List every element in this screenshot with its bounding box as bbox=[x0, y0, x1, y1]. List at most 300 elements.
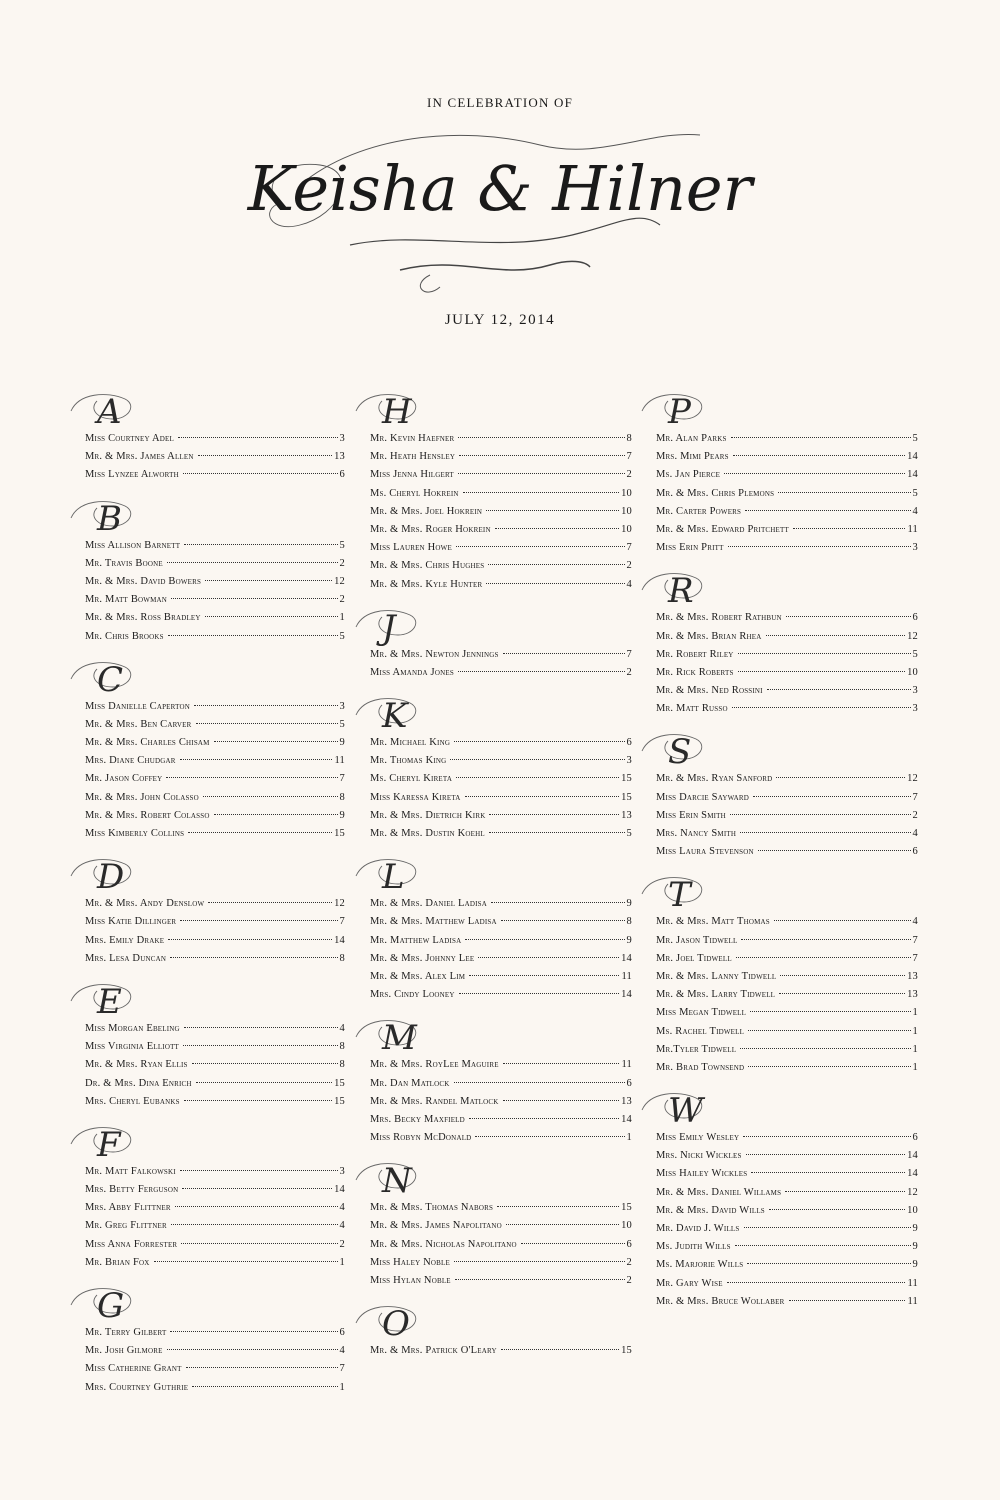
table-number: 2 bbox=[626, 1256, 632, 1268]
table-number: 12 bbox=[907, 630, 918, 642]
letter-flourish-icon bbox=[67, 850, 147, 898]
guest-name: Mr. & Mrs. James Allen bbox=[85, 451, 194, 463]
dot-leader bbox=[469, 975, 619, 976]
dot-leader bbox=[501, 1349, 619, 1350]
table-number: 8 bbox=[626, 916, 632, 928]
dot-leader bbox=[196, 1082, 332, 1083]
table-number: 9 bbox=[912, 1259, 918, 1271]
table-number: 15 bbox=[334, 1077, 345, 1089]
table-number: 6 bbox=[912, 846, 918, 858]
dot-leader bbox=[727, 1282, 906, 1283]
guest-name: Mr. Brian Fox bbox=[85, 1256, 150, 1268]
dot-leader bbox=[170, 957, 337, 958]
dot-leader bbox=[766, 635, 906, 636]
guest-name: Mr. & Mrs. Alex Lim bbox=[370, 970, 466, 982]
table-number: 1 bbox=[626, 1132, 632, 1144]
guest-entry bbox=[85, 1096, 345, 1114]
guest-name: Mr. Greg Flittner bbox=[85, 1220, 167, 1232]
letter-section bbox=[656, 385, 918, 560]
table-number: 15 bbox=[621, 1345, 632, 1357]
table-number: 1 bbox=[339, 1381, 345, 1393]
table-number: 4 bbox=[339, 1220, 345, 1232]
section-letter-text: D bbox=[97, 857, 125, 898]
letter-flourish-icon bbox=[67, 653, 147, 701]
dot-leader bbox=[495, 528, 619, 529]
table-number: 15 bbox=[334, 1095, 345, 1107]
table-number: 7 bbox=[912, 791, 918, 803]
dot-leader bbox=[740, 1048, 910, 1049]
dot-leader bbox=[789, 1300, 906, 1301]
guest-entry bbox=[656, 524, 918, 542]
guest-entry bbox=[656, 631, 918, 649]
flourish-swirl bbox=[420, 275, 440, 292]
dot-leader bbox=[184, 544, 337, 545]
guest-name: Miss Kimberly Collins bbox=[85, 828, 185, 839]
guest-name: Mr. & Mrs. David Wills bbox=[656, 1204, 765, 1216]
dot-leader bbox=[463, 492, 619, 493]
dot-leader bbox=[181, 1243, 337, 1244]
guest-name: Mr. Matthew Ladisa bbox=[370, 934, 462, 946]
dot-leader bbox=[736, 957, 911, 958]
table-number: 5 bbox=[626, 828, 632, 839]
table-number: 2 bbox=[339, 1238, 345, 1250]
guest-entry bbox=[370, 1257, 632, 1275]
guest-name: Mrs. Nancy Smith bbox=[656, 828, 737, 839]
section-letter bbox=[638, 564, 918, 612]
guest-entry bbox=[370, 1239, 632, 1257]
section-letter-text: P bbox=[668, 392, 691, 432]
table-number: 7 bbox=[339, 773, 345, 785]
dot-leader bbox=[192, 1386, 337, 1387]
section-letter-text: T bbox=[668, 875, 691, 916]
guest-name: Miss Megan Tidwell bbox=[656, 1007, 747, 1019]
guest-entry bbox=[656, 953, 918, 971]
letter-section bbox=[656, 725, 918, 864]
dot-leader bbox=[747, 1263, 910, 1264]
table-number: 11 bbox=[907, 1277, 918, 1289]
dot-leader bbox=[203, 796, 338, 797]
dot-leader bbox=[196, 723, 338, 724]
table-number: 11 bbox=[907, 1295, 918, 1307]
guest-name: Mr. & Mrs. Chris Plemons bbox=[656, 487, 775, 499]
guest-name: Mr. & Mrs. Newton Jennings bbox=[370, 648, 499, 660]
table-number: 4 bbox=[626, 578, 632, 590]
dot-leader bbox=[724, 473, 905, 474]
guest-name: Mr. Matt Falkowski bbox=[85, 1165, 176, 1177]
guest-name: Mr. David J. Wills bbox=[656, 1223, 740, 1234]
guest-name: Mrs. Lesa Duncan bbox=[85, 952, 167, 964]
guest-entry bbox=[85, 1363, 345, 1381]
table-number: 12 bbox=[334, 898, 345, 910]
section-letter-text: B bbox=[97, 498, 122, 539]
table-number: 8 bbox=[339, 1059, 345, 1071]
dot-leader bbox=[465, 939, 624, 940]
table-number: 9 bbox=[339, 809, 345, 821]
letter-flourish-icon bbox=[352, 1011, 432, 1059]
dot-leader bbox=[167, 562, 338, 563]
guest-entry bbox=[85, 1220, 345, 1238]
guest-name: Mr. & Mrs. Roger Hokrein bbox=[370, 523, 491, 535]
guest-name: Ms. Rachel Tidwell bbox=[656, 1025, 745, 1037]
dot-leader bbox=[746, 1154, 906, 1155]
guest-name: Mrs. Mimi Pears bbox=[656, 451, 729, 463]
table-number: 15 bbox=[621, 773, 632, 785]
dot-leader bbox=[478, 957, 619, 958]
dot-leader bbox=[184, 1027, 338, 1028]
table-number: 6 bbox=[626, 737, 632, 749]
guest-name: Mr. & Mrs. Ben Carver bbox=[85, 718, 192, 730]
table-number: 6 bbox=[626, 1077, 632, 1089]
dot-leader bbox=[208, 902, 332, 903]
letter-flourish-icon bbox=[67, 1118, 147, 1166]
dot-leader bbox=[748, 1066, 910, 1067]
guest-entry bbox=[85, 773, 345, 791]
table-number: 14 bbox=[907, 451, 918, 463]
letter-section bbox=[370, 1297, 632, 1363]
letter-section bbox=[85, 1118, 345, 1275]
table-number: 3 bbox=[912, 685, 918, 697]
guest-entry bbox=[85, 594, 345, 612]
section-letter bbox=[352, 1297, 632, 1345]
dot-leader bbox=[475, 1136, 624, 1137]
guest-entry bbox=[85, 631, 345, 649]
table-number: 2 bbox=[626, 666, 632, 678]
guest-name: Mr. & Mrs. Chris Hughes bbox=[370, 560, 485, 572]
dot-leader bbox=[458, 437, 624, 438]
table-number: 13 bbox=[621, 1095, 632, 1107]
dot-leader bbox=[182, 1188, 332, 1189]
dot-leader bbox=[214, 741, 338, 742]
guest-name: Mrs. Nicki Wickles bbox=[656, 1150, 742, 1162]
guest-entry bbox=[656, 1026, 918, 1044]
dot-leader bbox=[198, 455, 332, 456]
table-number: 9 bbox=[626, 934, 632, 946]
guest-entry bbox=[370, 488, 632, 506]
section-letter bbox=[638, 385, 918, 433]
guest-name: Mr. Josh Gilmore bbox=[85, 1345, 163, 1357]
table-number: 6 bbox=[626, 1238, 632, 1250]
dot-leader bbox=[728, 546, 911, 547]
guest-name: Mr. & Mrs. James Napolitano bbox=[370, 1220, 502, 1232]
guest-name: Mr. & Mrs. Bruce Wollaber bbox=[656, 1295, 785, 1307]
guest-name: Mr. Gary Wise bbox=[656, 1277, 723, 1289]
guest-name: Miss Erin Pritt bbox=[656, 542, 724, 554]
guest-entry bbox=[656, 451, 918, 469]
dot-leader bbox=[780, 975, 905, 976]
guest-name: Miss Anna Forrester bbox=[85, 1238, 178, 1250]
guest-entry bbox=[656, 989, 918, 1007]
dot-leader bbox=[456, 546, 625, 547]
dot-leader bbox=[180, 920, 337, 921]
letter-section bbox=[85, 385, 345, 488]
dot-leader bbox=[750, 1011, 910, 1012]
dot-leader bbox=[503, 1063, 620, 1064]
table-number: 5 bbox=[339, 718, 345, 730]
table-number: 4 bbox=[339, 1345, 345, 1357]
guest-name: Mr. & Mrs. Edward Pritchett bbox=[656, 523, 789, 535]
guest-entry bbox=[370, 1202, 632, 1220]
section-letter bbox=[67, 1118, 345, 1166]
guest-name: Miss Haley Noble bbox=[370, 1256, 451, 1268]
section-letter bbox=[352, 385, 632, 433]
dot-leader bbox=[767, 689, 911, 690]
dot-leader bbox=[459, 455, 624, 456]
guest-entry bbox=[85, 737, 345, 755]
dot-leader bbox=[192, 1063, 338, 1064]
section-letter bbox=[352, 601, 632, 649]
guest-name: Miss Emily Wesley bbox=[656, 1132, 740, 1144]
letter-section bbox=[370, 601, 632, 685]
guest-entry bbox=[370, 989, 632, 1007]
guest-entry bbox=[85, 755, 345, 773]
guest-entry bbox=[656, 667, 918, 685]
guest-entry bbox=[85, 1257, 345, 1275]
guest-name: Mr. & Mrs. Larry Tidwell bbox=[656, 989, 776, 1001]
guest-entry bbox=[370, 542, 632, 560]
letter-flourish-icon bbox=[638, 385, 718, 433]
table-number: 5 bbox=[912, 433, 918, 444]
letter-section bbox=[85, 1279, 345, 1400]
dot-leader bbox=[183, 473, 338, 474]
table-number: 7 bbox=[339, 1363, 345, 1375]
table-number: 13 bbox=[621, 809, 632, 821]
letter-section bbox=[370, 1011, 632, 1150]
guest-entry bbox=[85, 810, 345, 828]
guest-entry bbox=[370, 433, 632, 451]
table-number: 6 bbox=[912, 612, 918, 624]
letter-section bbox=[370, 850, 632, 1007]
guest-name: Mr. & Mrs. Robert Rathbun bbox=[656, 612, 782, 624]
guest-name: Mr. Robert Riley bbox=[656, 648, 734, 660]
guest-entry bbox=[656, 1296, 918, 1314]
guest-entry bbox=[85, 935, 345, 953]
section-letter bbox=[638, 868, 918, 916]
letter-flourish-icon bbox=[638, 868, 718, 916]
guest-entry bbox=[656, 1187, 918, 1205]
table-number: 13 bbox=[907, 970, 918, 982]
guest-entry bbox=[656, 1044, 918, 1062]
guest-entry bbox=[656, 649, 918, 667]
dot-leader bbox=[793, 528, 906, 529]
table-number: 7 bbox=[626, 542, 632, 554]
guest-entry bbox=[370, 755, 632, 773]
guest-entry bbox=[370, 898, 632, 916]
dot-leader bbox=[776, 777, 905, 778]
guest-name: Mr. & Mrs. Patrick O'Leary bbox=[370, 1345, 497, 1357]
guest-name: Mr. Travis Boone bbox=[85, 557, 163, 569]
guest-entry bbox=[85, 828, 345, 846]
guest-entry bbox=[656, 916, 918, 934]
guest-name: Miss Danielle Caperton bbox=[85, 700, 190, 712]
guest-entry bbox=[656, 1007, 918, 1025]
section-letter bbox=[67, 492, 345, 540]
guest-name: Mr. Kevin Haefner bbox=[370, 433, 455, 444]
letter-section bbox=[85, 850, 345, 971]
dot-leader bbox=[743, 1136, 910, 1137]
dot-leader bbox=[521, 1243, 625, 1244]
guest-entry bbox=[85, 916, 345, 934]
section-letter-text: K bbox=[382, 696, 408, 737]
names-monogram bbox=[240, 115, 760, 300]
event-date: JULY 12, 2014 bbox=[444, 312, 556, 328]
dot-leader bbox=[454, 1082, 625, 1083]
table-number: 11 bbox=[907, 523, 918, 535]
guest-name: Mr. Thomas King bbox=[370, 755, 447, 767]
guest-name: Miss Catherine Grant bbox=[85, 1363, 182, 1375]
table-number: 9 bbox=[912, 1223, 918, 1234]
guest-entry bbox=[656, 971, 918, 989]
guest-name: Ms. Jan Pierce bbox=[656, 469, 721, 481]
letter-flourish-icon bbox=[352, 850, 432, 898]
table-number: 13 bbox=[334, 451, 345, 463]
guest-name: Mr. & Mrs. Kyle Hunter bbox=[370, 578, 483, 590]
dot-leader bbox=[769, 1209, 905, 1210]
dot-leader bbox=[154, 1261, 338, 1262]
guest-entry bbox=[85, 898, 345, 916]
guest-name: Mrs. Becky Maxfield bbox=[370, 1113, 465, 1125]
table-number: 11 bbox=[621, 970, 632, 982]
table-number: 5 bbox=[339, 630, 345, 642]
guest-entry bbox=[656, 1168, 918, 1186]
dot-leader bbox=[779, 993, 905, 994]
dot-leader bbox=[180, 1170, 338, 1171]
guest-name: Mr. & Mrs. Dustin Koehl bbox=[370, 828, 485, 839]
dot-leader bbox=[778, 492, 910, 493]
letter-section bbox=[85, 492, 345, 649]
table-number: 3 bbox=[626, 755, 632, 767]
table-number: 14 bbox=[621, 1113, 632, 1125]
guest-entry bbox=[85, 469, 345, 487]
guest-name: Mr. & Mrs. Thomas Nabors bbox=[370, 1202, 494, 1214]
table-number: 14 bbox=[334, 1184, 345, 1196]
guest-name: Mr. & Mrs. Matt Thomas bbox=[656, 916, 770, 928]
table-number: 6 bbox=[339, 1327, 345, 1338]
guest-entry bbox=[85, 1166, 345, 1184]
names-text: Keisha & Hilner bbox=[247, 152, 753, 225]
letter-flourish-icon bbox=[638, 564, 718, 612]
guest-name: Mr. Alan Parks bbox=[656, 433, 727, 444]
letter-flourish-icon bbox=[67, 975, 147, 1023]
table-number: 12 bbox=[907, 773, 918, 785]
dot-leader bbox=[175, 1206, 338, 1207]
guest-entry bbox=[656, 1241, 918, 1259]
guest-entry bbox=[656, 792, 918, 810]
dot-leader bbox=[171, 598, 337, 599]
section-letter bbox=[67, 975, 345, 1023]
table-number: 7 bbox=[912, 934, 918, 946]
dot-leader bbox=[506, 1224, 619, 1225]
table-number: 2 bbox=[339, 557, 345, 569]
section-letter bbox=[638, 725, 918, 773]
dot-leader bbox=[454, 741, 624, 742]
guest-name: Mr. Dan Matlock bbox=[370, 1077, 450, 1089]
dot-leader bbox=[735, 1245, 911, 1246]
table-number: 10 bbox=[621, 1220, 632, 1232]
dot-leader bbox=[171, 1224, 338, 1225]
guest-column-1 bbox=[85, 385, 345, 1404]
dot-leader bbox=[491, 902, 625, 903]
table-number: 1 bbox=[339, 1256, 345, 1268]
guest-name: Miss Erin Smith bbox=[656, 809, 726, 821]
table-number: 7 bbox=[626, 451, 632, 463]
letter-section bbox=[85, 975, 345, 1114]
dot-leader bbox=[458, 473, 625, 474]
section-letter-text: F bbox=[97, 1124, 121, 1165]
table-number: 5 bbox=[912, 487, 918, 499]
guest-entry bbox=[370, 953, 632, 971]
table-number: 2 bbox=[626, 1275, 632, 1286]
table-number: 4 bbox=[912, 916, 918, 928]
table-number: 15 bbox=[621, 791, 632, 803]
guest-name: Mr. Heath Hensley bbox=[370, 451, 456, 463]
dot-leader bbox=[730, 814, 911, 815]
table-number: 9 bbox=[626, 898, 632, 910]
guest-entry bbox=[370, 649, 632, 667]
table-number: 1 bbox=[912, 1061, 918, 1073]
table-number: 14 bbox=[907, 469, 918, 481]
dot-leader bbox=[205, 616, 338, 617]
guest-name: Mr. & Mrs. Lanny Tidwell bbox=[656, 970, 777, 982]
letter-section bbox=[656, 868, 918, 1080]
guest-entry bbox=[85, 1023, 345, 1041]
guest-name: Miss Amanda Jones bbox=[370, 666, 454, 678]
guest-name: Mr. Rick Roberts bbox=[656, 666, 734, 678]
section-letter bbox=[352, 1154, 632, 1202]
section-letter bbox=[67, 385, 345, 433]
guest-name: Ms. Marjorie Wills bbox=[656, 1259, 744, 1271]
table-number: 11 bbox=[621, 1059, 632, 1071]
guest-entry bbox=[370, 916, 632, 934]
guest-name: Mr. & Mrs. Randel Matlock bbox=[370, 1095, 499, 1107]
dot-leader bbox=[753, 796, 911, 797]
guest-name: Mrs. Cheryl Eubanks bbox=[85, 1095, 180, 1107]
guest-entry bbox=[656, 1205, 918, 1223]
dot-leader bbox=[786, 616, 911, 617]
guest-name: Mr.Tyler Tidwell bbox=[656, 1043, 737, 1055]
dot-leader bbox=[738, 653, 911, 654]
table-number: 12 bbox=[334, 575, 345, 587]
guest-entry bbox=[85, 576, 345, 594]
guest-entry bbox=[370, 451, 632, 469]
section-letter-text: N bbox=[382, 1161, 412, 1202]
guest-name: Miss Lauren Howe bbox=[370, 542, 452, 554]
guest-entry bbox=[656, 810, 918, 828]
guest-entry bbox=[370, 1275, 632, 1293]
section-letter-text: J bbox=[382, 607, 396, 648]
dot-leader bbox=[503, 653, 625, 654]
guest-name: Mr. Jason Tidwell bbox=[656, 934, 738, 946]
guest-name: Mr. & Mrs. John Colasso bbox=[85, 791, 199, 803]
table-number: 5 bbox=[339, 539, 345, 551]
table-number: 13 bbox=[907, 989, 918, 1001]
guest-name: Mr. Carter Powers bbox=[656, 505, 742, 517]
guest-entry bbox=[85, 612, 345, 630]
guest-name: Ms. Cheryl Hokrein bbox=[370, 487, 459, 499]
letter-flourish-icon bbox=[67, 492, 147, 540]
section-letter bbox=[67, 850, 345, 898]
table-number: 11 bbox=[334, 755, 345, 767]
guest-name: Mr. & Mrs. Matthew Ladisa bbox=[370, 916, 497, 928]
dot-leader bbox=[751, 1172, 905, 1173]
guest-entry bbox=[656, 433, 918, 451]
table-number: 2 bbox=[339, 594, 345, 606]
guest-entry bbox=[656, 846, 918, 864]
guest-entry bbox=[656, 685, 918, 703]
letter-flourish-icon bbox=[352, 1297, 432, 1345]
dot-leader bbox=[194, 705, 338, 706]
table-number: 6 bbox=[339, 469, 345, 481]
table-number: 2 bbox=[626, 560, 632, 572]
